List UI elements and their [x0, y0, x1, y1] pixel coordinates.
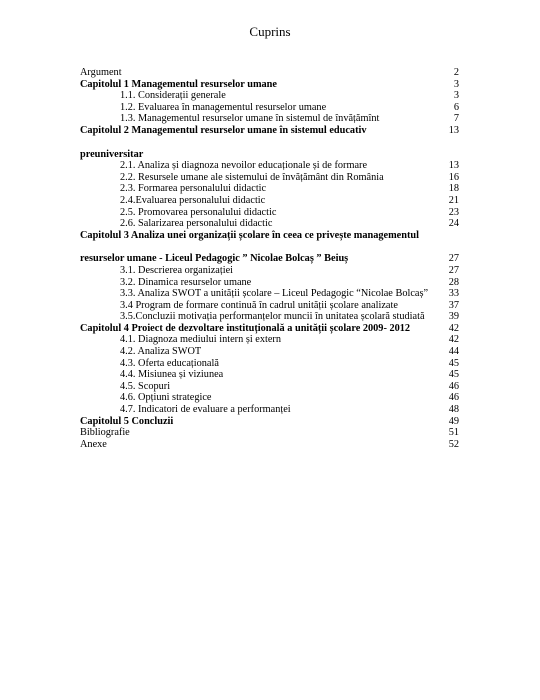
toc-page-number: 23	[448, 206, 459, 218]
toc-page-number: 42	[448, 334, 459, 346]
toc-page-number: 28	[448, 276, 459, 288]
toc-chapter-4	[0, 323, 540, 335]
toc-page-number: 33	[448, 288, 459, 300]
toc-entry-label: 2.3. Formarea personalului didactic	[120, 183, 267, 195]
toc-entry-anexe	[0, 439, 540, 451]
toc-entry-label: Capitolul 4 Proiect de dezvoltare instituțională a unității școlare 2009- 2012	[80, 322, 411, 334]
toc-section-1-2	[0, 102, 540, 114]
toc-entry-label: 3.3. Analiza SWOT a unității școlare – Liceul Pedagogic “Nicolae Bolcaș”	[120, 288, 429, 300]
toc-section-3-2	[0, 277, 540, 289]
toc-page-number: 44	[448, 346, 459, 358]
toc-entry-label: 1.1. Considerații generale	[120, 90, 226, 102]
toc-entry-label: 4.3. Oferta educațională	[120, 357, 219, 369]
toc-entry-label: 4.1. Diagnoza mediului intern și extern	[120, 334, 281, 346]
toc-section-4-7	[0, 404, 540, 416]
toc-section-4-6	[0, 392, 540, 404]
toc-page-number: 45	[448, 369, 459, 381]
toc-page-number: 24	[448, 218, 459, 230]
toc-chapter-2	[0, 125, 540, 137]
toc-section-3-3	[0, 288, 540, 300]
toc-section-3-5	[0, 311, 540, 323]
toc-section-4-3	[0, 358, 540, 370]
toc-entry-label: 2.2. Resursele umane ale sistemului de învățământ din România	[120, 171, 384, 183]
toc-entry-label: 2.5. Promovarea personalului didactic	[120, 206, 277, 218]
toc-page-number: 49	[448, 415, 459, 427]
toc-entry-bibliografie	[0, 427, 540, 439]
toc-page-number: 2	[453, 67, 459, 78]
toc-section-3-4	[0, 300, 540, 312]
toc-chapter-5	[0, 416, 540, 428]
toc-entry-label: 4.6. Opțiuni strategice	[120, 392, 212, 404]
toc-page-number: 39	[448, 311, 459, 323]
toc-entry-label: preuniversitar	[80, 148, 144, 160]
toc-entry-label: 2.6. Salarizarea personalului didactic	[120, 218, 273, 230]
toc-page-number: 3	[453, 78, 459, 90]
toc-page-number: 46	[448, 380, 459, 392]
toc-page-number: 42	[448, 322, 459, 334]
toc-section-1-3	[0, 113, 540, 125]
page-title: Cuprins	[249, 24, 291, 39]
toc-section-2-6	[0, 218, 540, 230]
toc-section-2-4	[0, 195, 540, 207]
toc-page-number: 13	[448, 160, 459, 172]
toc-page-number: 21	[448, 194, 459, 206]
toc-entry-label: 2.4.Evaluarea personalului didactic	[120, 194, 266, 206]
toc-section-4-4	[0, 369, 540, 381]
toc-page-number: 18	[448, 183, 459, 195]
toc-page-number: 3	[453, 90, 459, 102]
toc-page-number: 16	[448, 171, 459, 183]
toc-page-number: 7	[453, 113, 459, 125]
toc-entry-label: Capitolul 2 Managementul resurselor umane în sistemul educativ	[80, 124, 367, 136]
toc-entry-label: Anexe	[80, 438, 107, 450]
toc-section-2-5	[0, 207, 540, 219]
toc-section-1-1	[0, 90, 540, 102]
toc-entry-label: Capitolul 5 Concluzii	[80, 415, 174, 427]
toc-chapter-2-continued	[0, 149, 540, 161]
toc-entry-label: 4.4. Misiunea și viziunea	[120, 369, 224, 381]
toc-section-2-3	[0, 183, 540, 195]
toc-entry-label: 3.1. Descrierea organizației	[120, 264, 234, 276]
toc-entry-label: resurselor umane - Liceul Pedagogic ” Nicolae Bolcaș ” Beiuș	[80, 253, 349, 265]
toc-chapter-3	[0, 230, 540, 242]
toc-chapter-3-continued	[0, 253, 540, 265]
toc-page-number: 37	[448, 299, 459, 311]
toc-entry-label: 3.4 Program de formare continuă în cadrul unității școlare analizate	[120, 299, 398, 311]
toc-entry-label: 2.1. Analiza și diagnoza nevoilor educaționale și de formare	[120, 160, 368, 172]
toc-chapter-1	[0, 79, 540, 91]
toc-page-number: 51	[448, 427, 459, 439]
toc-page-number: 52	[448, 438, 459, 450]
toc-entry-argument	[0, 67, 540, 79]
toc-entry-label: 3.2. Dinamica resurselor umane	[120, 276, 252, 288]
toc-entry-label: Bibliografie	[80, 427, 130, 439]
toc-page-number: 45	[448, 357, 459, 369]
toc-page-number: 6	[453, 101, 459, 113]
toc-entry-label: 4.2. Analiza SWOT	[120, 346, 202, 358]
toc-page-number: 46	[448, 392, 459, 404]
toc-entry-label: 1.3. Managementul resurselor umane în sistemul de învățămînt	[120, 113, 380, 125]
toc-entry-label: Capitolul 1 Managementul resurselor umane	[80, 78, 277, 90]
toc-page-number: 27	[448, 264, 459, 276]
toc-section-4-5	[0, 381, 540, 393]
toc-page-number: 27	[448, 253, 459, 265]
toc-entry-label: 3.5.Concluzii motivația performanțelor muncii în unitatea școlară studiată	[120, 311, 425, 323]
table-of-contents	[0, 67, 540, 450]
toc-section-2-1	[0, 160, 540, 172]
toc-section-2-2	[0, 172, 540, 184]
toc-entry-label: Argument	[80, 67, 122, 78]
toc-section-4-1	[0, 334, 540, 346]
toc-entry-label: 4.5. Scopuri	[120, 380, 171, 392]
toc-section-3-1	[0, 265, 540, 277]
toc-section-4-2	[0, 346, 540, 358]
toc-page-number: 13	[448, 124, 459, 136]
toc-entry-label: Capitolul 3 Analiza unei organizații școlare în ceea ce privește managementul	[80, 229, 419, 241]
toc-entry-label: 4.7. Indicatori de evaluare a performanței	[120, 404, 291, 416]
toc-entry-label: 1.2. Evaluarea în managementul resurselor umane	[120, 101, 327, 113]
toc-page-number: 48	[448, 404, 459, 416]
